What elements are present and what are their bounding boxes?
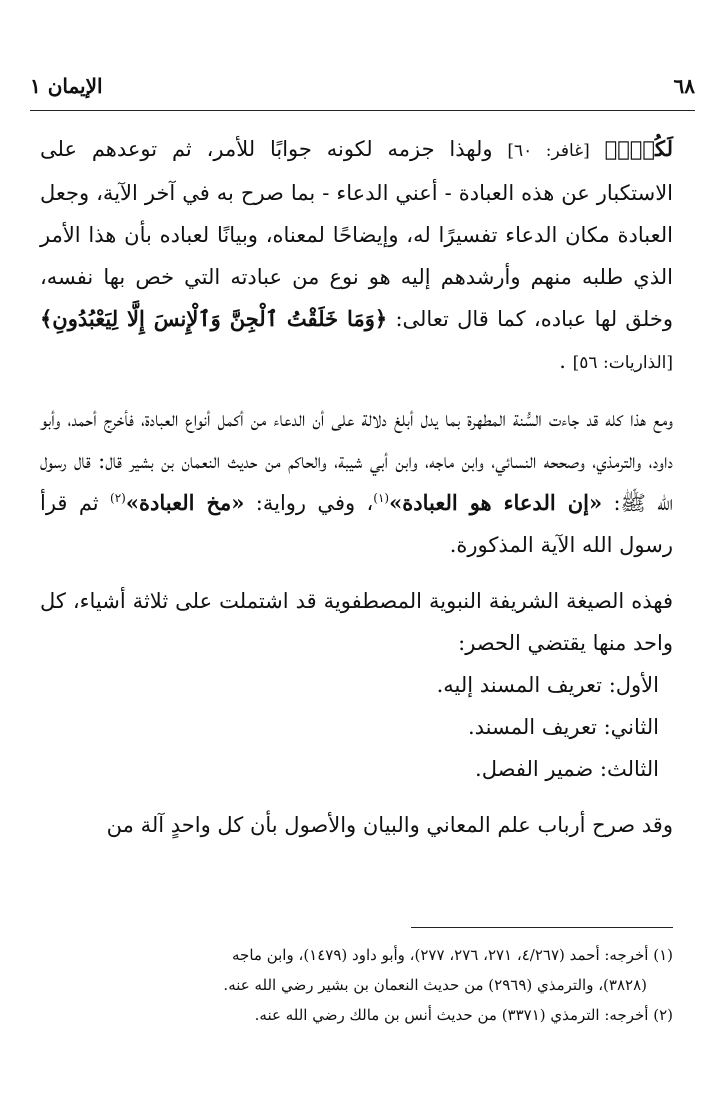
paragraph-4: وقد صرح أرباب علم المعاني والبيان والأصول بأن كل واحدٍ آلة من (106, 813, 673, 837)
footnote-1-line-2: (٣٨٢٨)، والترمذي (٢٩٦٩) من حديث النعمان بن بشير رضي الله عنه. (223, 976, 647, 994)
hadith-quote-2: «مخ العبادة» (125, 490, 245, 515)
footnotes (40, 940, 673, 1030)
footnote-1-line-1: (١) أخرجه: أحمد (٤/٢٦٧، ٢٧١، ٢٧٦، ٢٧٧)، وأبو داود (١٤٧٩)، وابن ماجه (232, 946, 673, 964)
main-text (40, 128, 673, 846)
paragraph-2-text-b: ، وفي رواية: (255, 491, 374, 515)
paragraph-1 (40, 128, 673, 384)
paragraph-2-text-a: ومع هذا كله قد جاءت السُّنة المطهرة بما يدل أبلغ دلالة على أن الدعاء من أكمل أنواع العبادة، فأخرج أحمد، وأبو داود، والترمذي، وصححه النسائي، وابن ماجه، وابن أبي شيبة، والحاكم من حديث النعمان بن بشير قال: قال رسول الله ﷺ: (40, 407, 673, 515)
quran-fragment: لَكُمْۚ﴾ (604, 136, 673, 161)
list-item-third: الثالث: ضمير الفصل. (475, 757, 659, 781)
header-divider (30, 110, 695, 111)
running-title: الإيمان ١ (30, 74, 103, 98)
footnote-divider (411, 927, 673, 928)
paragraph-2 (40, 398, 673, 566)
list-item-first: الأول: تعريف المسند إليه. (436, 673, 659, 697)
quran-verse: ﴿وَمَا خَلَقْتُ ٱلْجِنَّ وَٱلْإِنسَ إِلَّا لِيَعْبُدُونِ﴾ (40, 306, 388, 331)
verse-citation: [الذاريات: ٥٦] (572, 353, 673, 373)
paragraph-1-text: ولهذا جزمه لكونه جوابًا للأمر، ثم توعدهم على الاستكبار عن هذه العبادة - أعني الدعاء - بما صرح به في آخر الآية، وجعل العبادة مكان الدعاء تفسيرًا له، وإيضاحًا لمعناه، وبيانًا لعباده بأن هذا الأمر الذي طلبه منهم وأرشدهم إليه هو نوع من عبادته التي خص بها نفسه، وخلق لها عباده، كما قال تعالى: (40, 137, 673, 331)
surah-citation: [غافر: ٦٠] (507, 141, 590, 161)
footnote-2: (٢) أخرجه: الترمذي (٣٣٧١) من حديث أنس بن مالك رضي الله عنه. (254, 1006, 673, 1024)
paragraph-2-text-c: ثم قرأ رسول الله الآية المذكورة. (40, 491, 673, 557)
hadith-quote-1: «إن الدعاء هو العبادة» (389, 490, 603, 515)
paragraph-3: فهذه الصيغة الشريفة النبوية المصطفوية قد اشتملت على ثلاثة أشياء، كل واحد منها يقتضي الحصر: (40, 589, 673, 655)
footnote-marker-1[interactable]: (١) (373, 491, 390, 505)
paragraph-1-end: . (559, 349, 573, 373)
page-header (30, 68, 695, 104)
page-number: ٦٨ (673, 74, 695, 98)
footnote-marker-2[interactable]: (٢) (110, 491, 126, 505)
list-item-second: الثاني: تعريف المسند. (467, 715, 659, 739)
